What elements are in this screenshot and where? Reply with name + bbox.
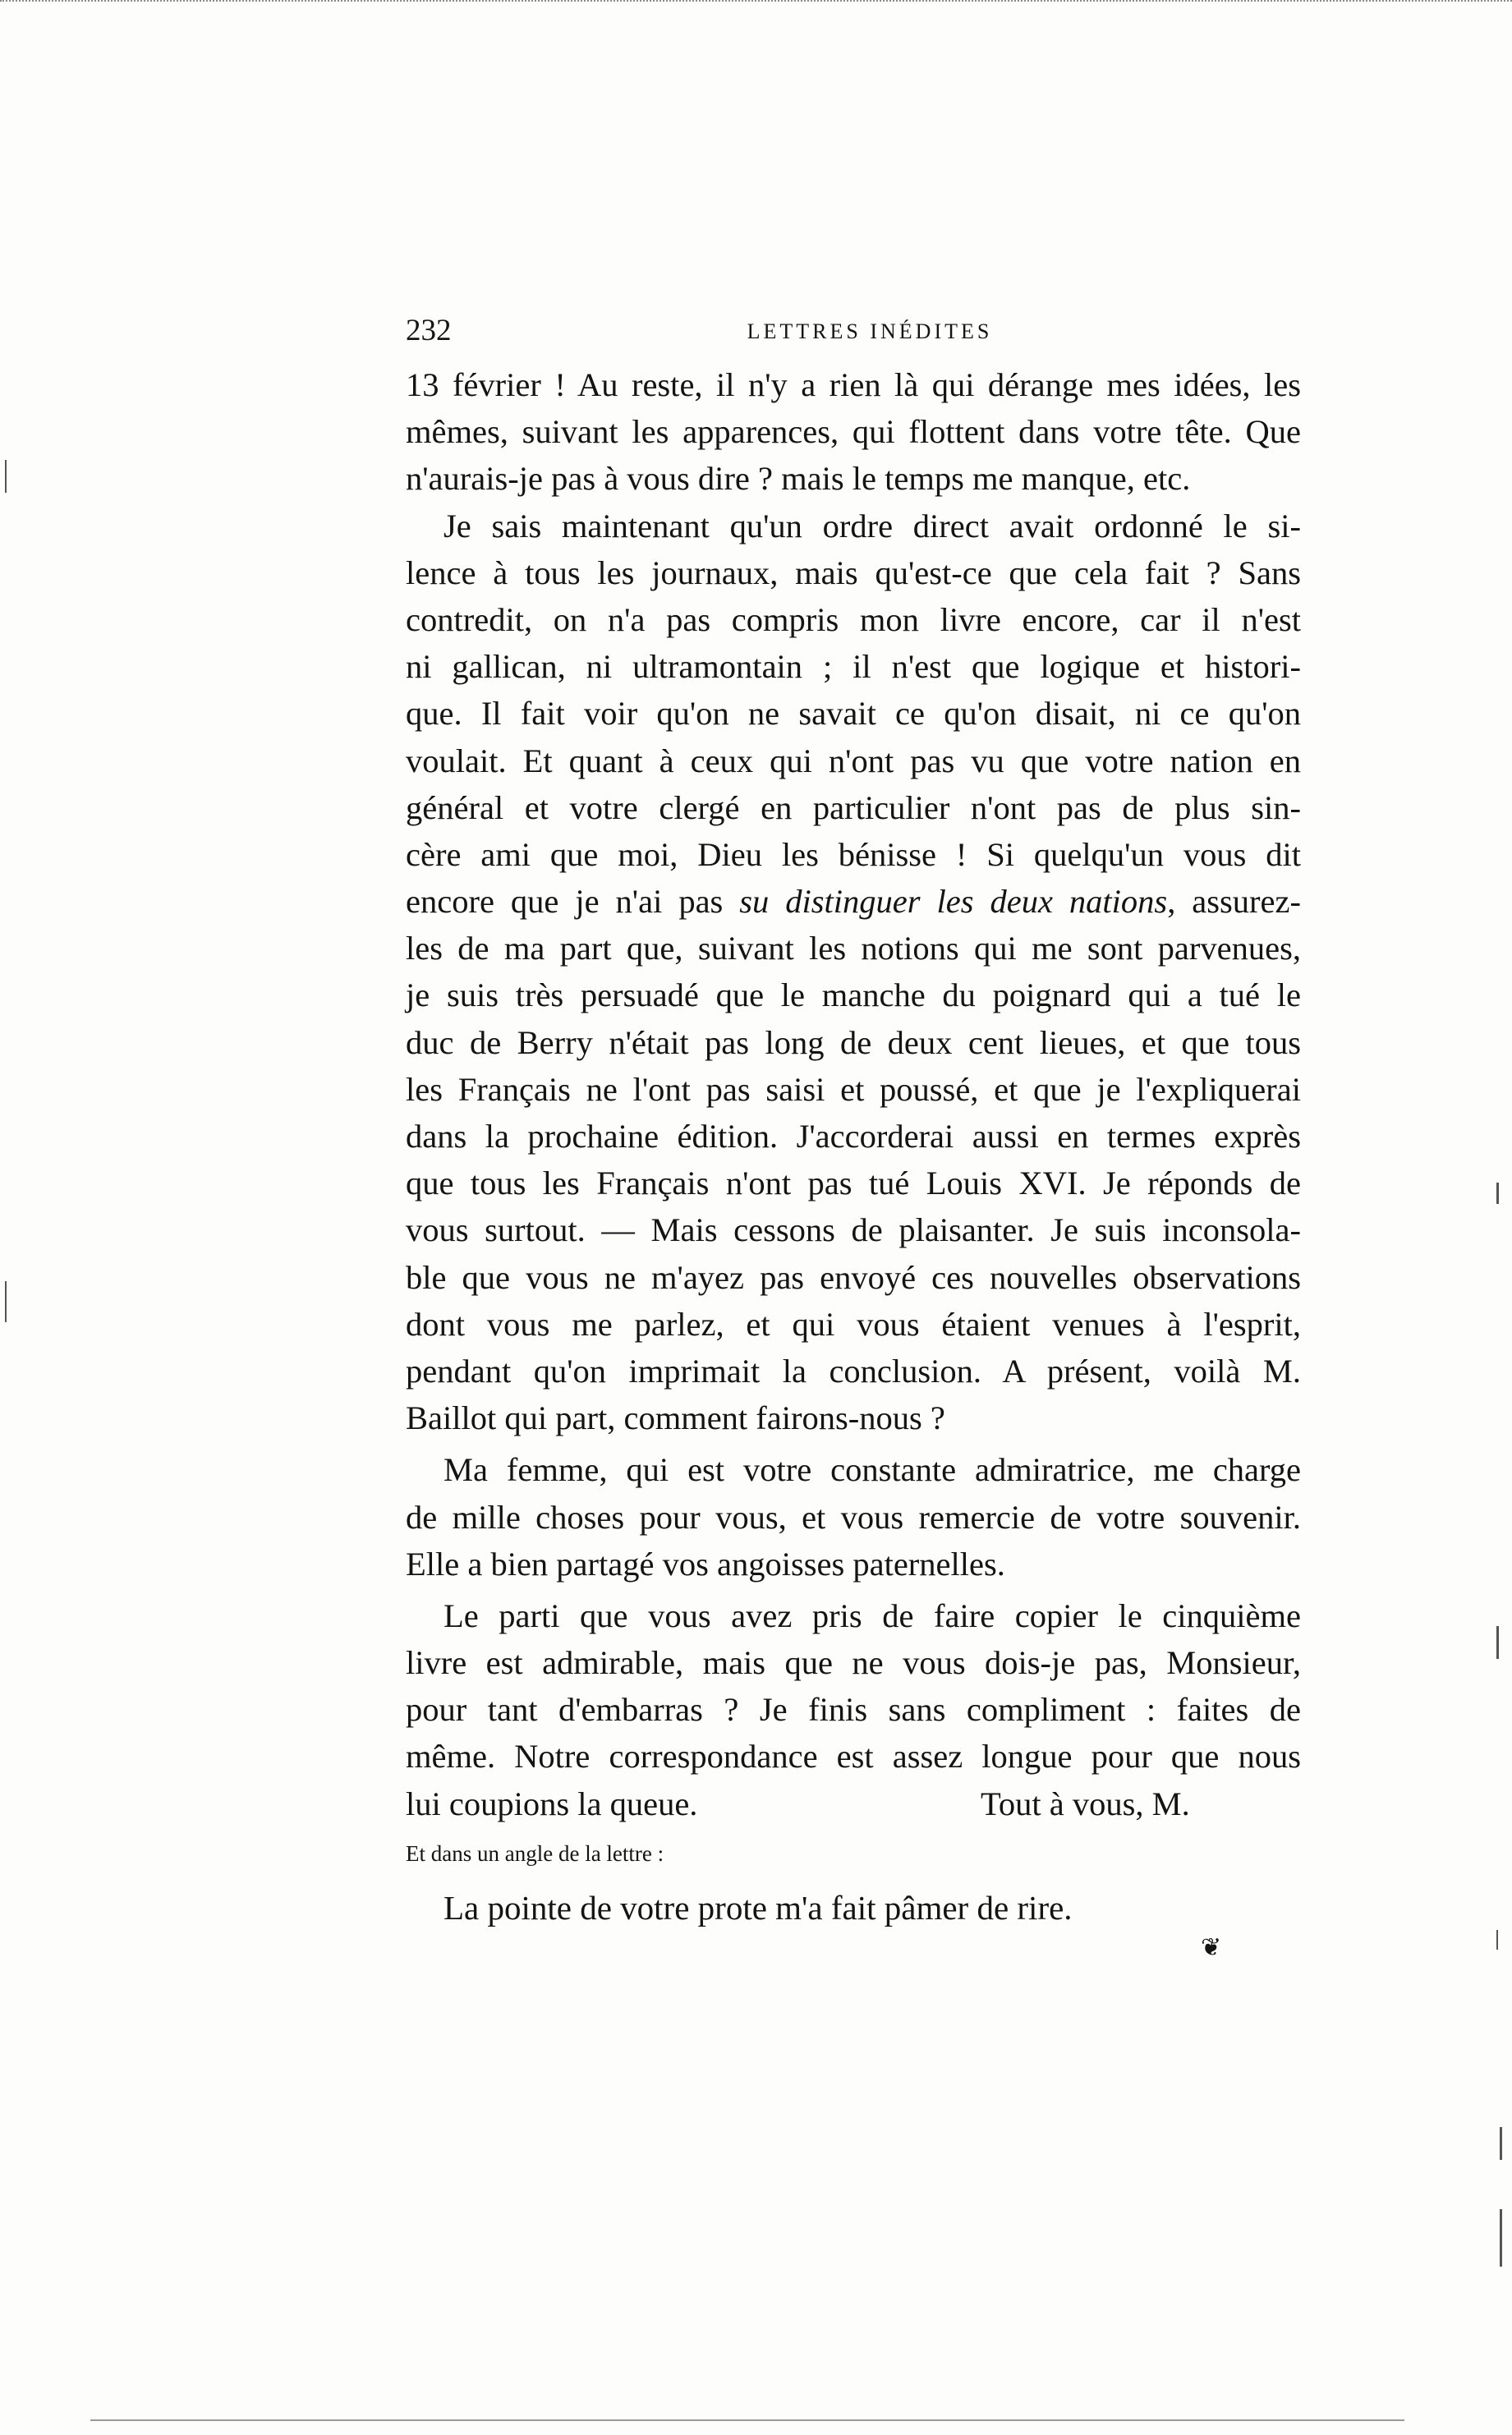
text-line: de mille choses pour vous, et vous remercie de votre souvenir. <box>406 1498 1301 1536</box>
running-title: LETTRES INÉDITES <box>747 319 993 343</box>
text-line: duc de Berry n'était pas long de deux cent lieues, et que tous <box>406 1023 1301 1061</box>
signoff-signature: Tout à vous, M. <box>981 1785 1190 1822</box>
text-line: livre est admirable, mais que ne vous dois-je pas, Monsieur, <box>406 1644 1301 1682</box>
margin-speck <box>1500 2127 1502 2160</box>
text-line: les de ma part que, suivant les notions qui me sont parvenues, <box>406 930 1301 967</box>
text-line: pendant qu'on imprimait la conclusion. A présent, voilà M. <box>406 1352 1301 1390</box>
page-header <box>406 310 1301 351</box>
printer-mark-icon: ❦ <box>1201 1934 1222 1961</box>
text-line: voulait. Et quant à ceux qui n'ont pas vu que votre nation en <box>406 742 1301 779</box>
text-segment: , assurez- <box>1167 883 1301 921</box>
letter-body <box>406 361 1301 1932</box>
text-line: dans la prochaine édition. J'accorderai aussi en termes exprès <box>406 1118 1301 1155</box>
margin-speck <box>5 1281 7 1322</box>
text-line: pour tant d'embarras ? Je finis sans compliment : faites de <box>406 1691 1301 1729</box>
bottom-edge-rule <box>90 2419 1404 2421</box>
note-label: Et dans un angle de la lettre : <box>406 1840 664 1866</box>
text-line: Je sais maintenant qu'un ordre direct avait ordonné le si- <box>443 507 1301 544</box>
text-segment: encore que je n'ai pas <box>406 883 740 921</box>
page-number: 232 <box>406 314 452 347</box>
text-line: lence à tous les journaux, mais qu'est-ce que cela fait ? Sans <box>406 554 1301 591</box>
text-line: mêmes, suivant les apparences, qui flottent dans votre tête. Que <box>406 413 1301 451</box>
postscript: La pointe de votre prote m'a fait pâmer de rire. <box>443 1888 1073 1927</box>
margin-speck <box>1496 1183 1499 1204</box>
text-line: Le parti que vous avez pris de faire copier le cinquième <box>443 1597 1301 1634</box>
margin-speck <box>1496 1930 1498 1950</box>
margin-speck <box>1496 1626 1499 1659</box>
text-line: je suis très persuadé que le manche du poignard qui a tué le <box>406 976 1301 1014</box>
text-line: même. Notre correspondance est assez longue pour que nous <box>406 1738 1301 1776</box>
text-line: cère ami que moi, Dieu les bénisse ! Si quelqu'un vous dit <box>406 835 1301 873</box>
text-line: Elle a bien partagé vos angoisses paternelles. <box>406 1545 1005 1583</box>
text-line: n'aurais-je pas à vous dire ? mais le temps me manque, etc. <box>406 460 1191 498</box>
text-line: Baillot qui part, comment fairons-nous ? <box>406 1399 945 1437</box>
margin-speck <box>1500 2209 1502 2267</box>
text-line: 13 février ! Au reste, il n'y a rien là qui dérange mes idées, les <box>406 366 1301 403</box>
signoff-left: lui coupions la queue. <box>406 1785 698 1822</box>
text-line: ni gallican, ni ultramontain ; il n'est que logique et histori- <box>406 648 1301 686</box>
text-line: que. Il fait voir qu'on ne savait ce qu'on disait, ni ce qu'on <box>406 695 1301 733</box>
text-line: que tous les Français n'ont pas tué Louis XVI. Je réponds de <box>406 1165 1301 1202</box>
text-line: contredit, on n'a pas compris mon livre encore, car il n'est <box>406 600 1301 638</box>
italic-phrase: su distinguer les deux nations <box>739 883 1168 921</box>
top-edge-rule <box>0 0 1512 7</box>
text-line: général et votre clergé en particulier n'ont pas de plus sin- <box>406 788 1301 826</box>
text-line-with-italic <box>406 878 1301 925</box>
text-line: les Français ne l'ont pas saisi et poussé, et que je l'expliquerai <box>406 1070 1301 1108</box>
text-line: Ma femme, qui est votre constante admiratrice, me charge <box>443 1451 1301 1489</box>
text-line: vous surtout. — Mais cessons de plaisanter. Je suis inconsola- <box>406 1211 1301 1249</box>
margin-speck <box>5 460 7 493</box>
signoff-line <box>406 1780 1301 1827</box>
text-line: ble que vous ne m'ayez pas envoyé ces nouvelles observations <box>406 1258 1301 1296</box>
text-line: dont vous me parlez, et qui vous étaient venues à l'esprit, <box>406 1305 1301 1343</box>
